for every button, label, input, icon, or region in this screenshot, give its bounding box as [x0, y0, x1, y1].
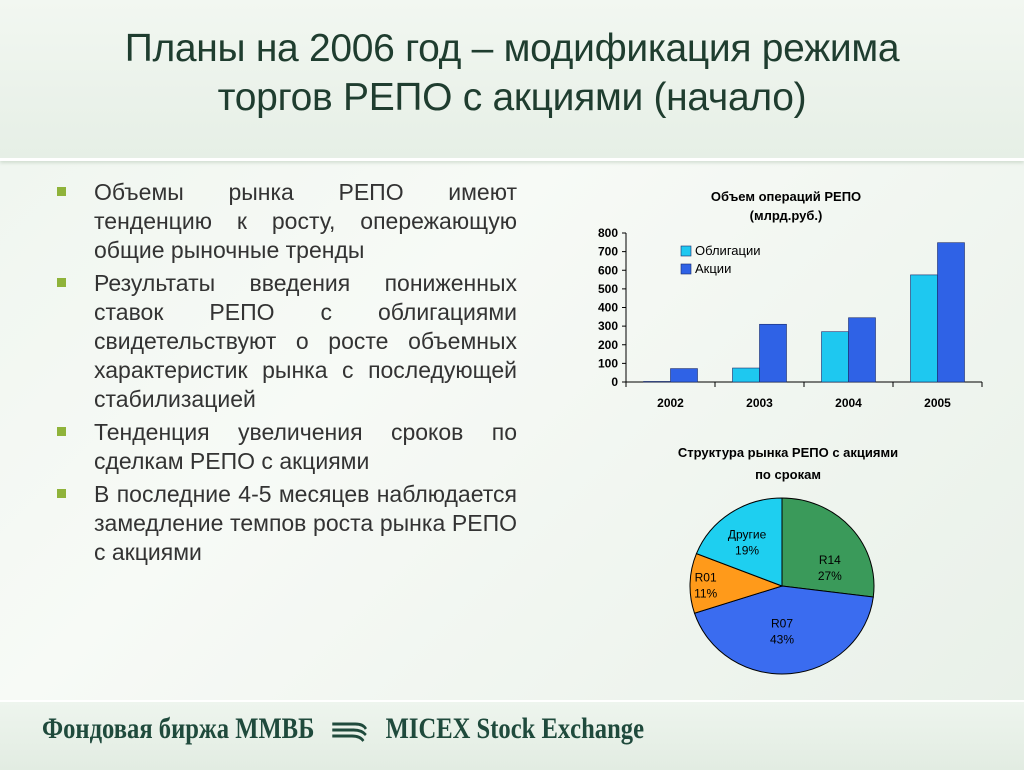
bullet-marker-icon [57, 489, 66, 498]
y-tick-label: 400 [597, 300, 618, 315]
bullet-list [55, 178, 517, 571]
footer-name-en: MICEX Stock Exchange [385, 712, 644, 745]
bullet-text: Тенденция увеличения сроков по сделкам РЕПО с акциями [94, 419, 517, 474]
pie-label: R01 [694, 570, 717, 585]
pie-chart-title-line1: Структура рынка РЕПО с акциями [677, 445, 899, 460]
bar-bonds [822, 332, 849, 382]
legend-label: Акции [695, 261, 732, 276]
pie-label: Другие [727, 527, 767, 542]
y-tick-label: 100 [597, 356, 618, 371]
bullet-text: Результаты введения пониженных ставок РЕПО с облигациями свидетельствуют о росте объемных характеристик рынка с последующей стабилизацией [94, 270, 517, 412]
x-tick-label: 2003 [746, 396, 773, 410]
bullet-item [55, 480, 517, 567]
micex-wave-logo-icon [330, 719, 368, 743]
slide-title-line1: Планы на 2006 год – модификация режима [124, 27, 900, 70]
footer-logo [42, 712, 644, 752]
y-tick-label: 200 [597, 337, 618, 352]
bar-stocks [671, 369, 698, 382]
bullet-item [55, 269, 517, 414]
y-tick-label: 0 [611, 375, 618, 389]
slide-title [40, 24, 984, 122]
bar-bonds [911, 275, 938, 382]
x-tick-label: 2004 [835, 396, 862, 410]
bullet-item [55, 178, 517, 265]
bar-bonds [733, 368, 760, 382]
bar-stocks [938, 243, 965, 382]
bullet-marker-icon [57, 427, 66, 436]
bar-chart-title-line1: Объем операций РЕПО [710, 189, 862, 204]
slide-title-line2: торгов РЕПО с акциями (начало) [217, 76, 807, 119]
bullet-item [55, 418, 517, 476]
pie-percent: 11% [694, 586, 718, 601]
bullet-text: Объемы рынка РЕПО имеют тенденцию к росту, опережающую общие рыночные тренды [94, 179, 517, 263]
pie-percent: 27% [817, 569, 842, 583]
bar-chart [560, 180, 1000, 420]
y-tick-label: 500 [597, 281, 618, 296]
bar-bonds [644, 381, 671, 382]
pie-chart [600, 436, 980, 696]
pie-label: R07 [770, 616, 794, 631]
x-tick-label: 2002 [657, 396, 684, 410]
bullet-text: В последние 4-5 месяцев наблюдается замедление темпов роста рынка РЕПО с акциями [94, 481, 517, 565]
x-tick-label: 2005 [924, 396, 951, 410]
pie-percent: 19% [735, 543, 760, 558]
legend-label: Облигации [695, 243, 761, 258]
pie-chart-title-line2: по срокам [755, 467, 821, 482]
bar-stocks [849, 318, 876, 382]
bar-chart-title-line2: (млрд.руб.) [749, 208, 823, 223]
pie-label: R14 [818, 553, 841, 567]
footer-name-ru: Фондовая биржа ММВБ [42, 712, 315, 745]
bar-stocks [760, 324, 787, 382]
y-tick-label: 600 [597, 263, 618, 278]
y-tick-label: 800 [597, 226, 618, 240]
bullet-marker-icon [57, 278, 66, 287]
y-tick-label: 700 [597, 244, 618, 259]
pie-percent: 43% [769, 632, 795, 647]
y-tick-label: 300 [597, 319, 618, 334]
legend-swatch [681, 246, 691, 256]
bullet-marker-icon [57, 187, 66, 196]
legend-swatch [681, 264, 691, 274]
